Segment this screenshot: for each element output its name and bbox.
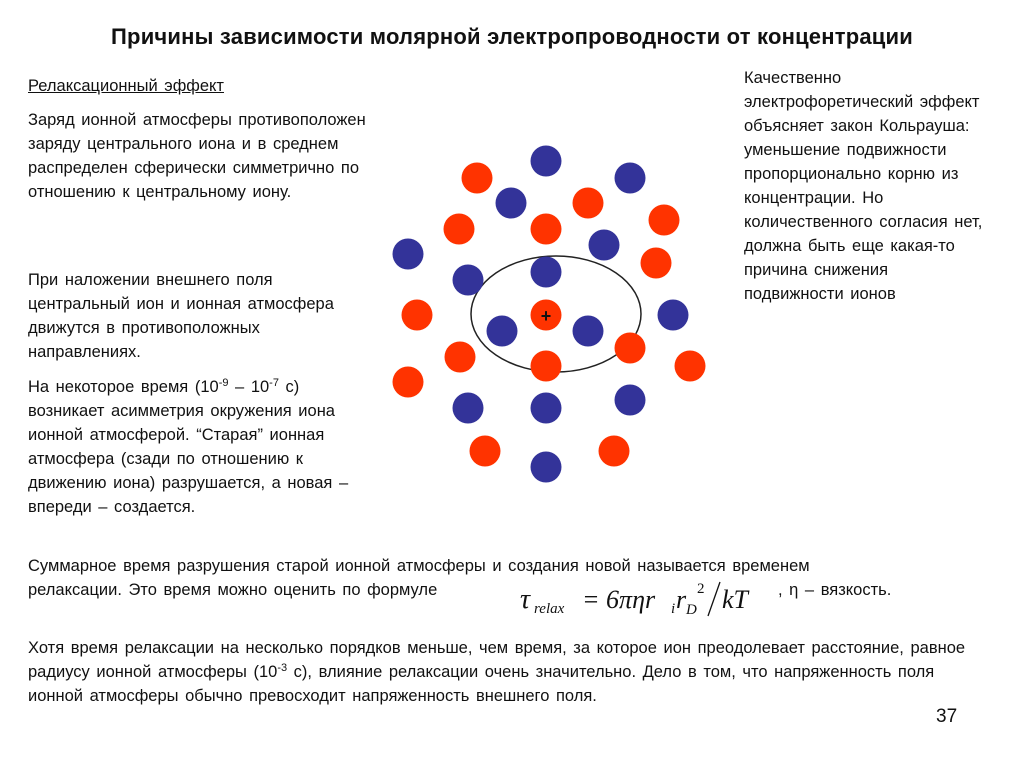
page-title: Причины зависимости молярной электропроводности от концентрации — [111, 24, 913, 49]
formula-ri-sub: i — [671, 601, 676, 617]
formula-kt: kT — [722, 585, 748, 614]
negative-ion — [573, 316, 604, 347]
positive-ion — [531, 351, 562, 382]
formula-rd-sup: 2 — [697, 581, 705, 597]
negative-ion — [487, 316, 518, 347]
paragraph-asymmetry-part2: – 10 — [228, 378, 270, 396]
formula-tau-sub: relax — [534, 601, 565, 617]
right-column-text: Качественно электрофоретический эффект объясняет закон Кольрауша: уменьшение подвижности пропорционально корню из концентрации. Но количественного согласия нет, должна быть еще какая-то причина снижения подвижности ионов — [744, 69, 983, 303]
exponent-1: -9 — [218, 377, 229, 389]
negative-ion — [453, 265, 484, 296]
positive-ion — [402, 300, 433, 331]
negative-ion — [589, 230, 620, 261]
final-part1: Хотя время релаксации на несколько порядков меньше, чем время, за которое ион преодолевает расстояние, равное радиусу ионной атмосферы (10 — [28, 639, 966, 681]
central-ion-sign: + — [540, 306, 552, 326]
positive-ion — [615, 333, 646, 364]
paragraph-asymmetry-part3: с) возникает асимметрия окружения иона ионной атмосферой. “Старая” ионная атмосфера (сзади по отношению к движению иона) разрушается, а новая – впереди – создается. — [28, 378, 349, 516]
negative-ion — [531, 393, 562, 424]
negative-ion — [453, 393, 484, 424]
negative-ion — [615, 385, 646, 416]
positive-ion — [531, 214, 562, 245]
positive-ion — [470, 436, 501, 467]
positive-ion — [444, 214, 475, 245]
negative-ion — [531, 146, 562, 177]
positive-ion — [462, 163, 493, 194]
negative-ion — [658, 300, 689, 331]
negative-ion — [393, 239, 424, 270]
formula-main: = 6πηr — [582, 585, 656, 614]
final-part2: с), влияние релаксации очень значительно. Дело в том, что напряженность поля ионной атмосферы обычно превосходит напряженность внешнего поля. — [28, 663, 935, 705]
positive-ion — [599, 436, 630, 467]
relaxation-line-2: релаксации. Это время можно оценить по формуле — [28, 581, 438, 599]
formula-tau: τ — [520, 584, 531, 615]
negative-ion — [615, 163, 646, 194]
positive-ion — [649, 205, 680, 236]
negative-ion — [531, 257, 562, 288]
positive-ion — [675, 351, 706, 382]
positive-ion — [445, 342, 476, 373]
positive-ion — [641, 248, 672, 279]
negative-ion — [531, 452, 562, 483]
viscosity-note: , η – вязкость. — [778, 581, 892, 599]
formula-rd-sub: D — [686, 602, 697, 618]
final-exponent: -3 — [277, 662, 288, 674]
ion-atmosphere-diagram — [380, 140, 720, 485]
exponent-2: -7 — [269, 377, 279, 389]
positive-ion — [393, 367, 424, 398]
subtitle: Релаксационный эффект — [28, 77, 224, 95]
page-number: 37 — [936, 706, 958, 727]
paragraph-external-field: При наложении внешнего поля центральный ион и ионная атмосфера движутся в противоположных направлениях. — [28, 271, 334, 361]
paragraph-ion-atmosphere: Заряд ионной атмосферы противоположен заряду центрального иона и в среднем распределен сферически симметрично по отношению к центральному иону. — [28, 111, 366, 201]
formula-fraction-slash — [708, 582, 720, 616]
paragraph-asymmetry-part1: На некоторое время (10 — [28, 378, 219, 396]
negative-ion — [496, 188, 527, 219]
final-paragraph — [28, 636, 988, 708]
positive-ion — [573, 188, 604, 219]
relaxation-line-1: Суммарное время разрушения старой ионной атмосферы и создания новой называется временем — [28, 557, 810, 575]
relaxation-time-formula — [516, 576, 776, 620]
paragraph-asymmetry — [28, 375, 378, 519]
formula-r: r — [676, 585, 687, 614]
